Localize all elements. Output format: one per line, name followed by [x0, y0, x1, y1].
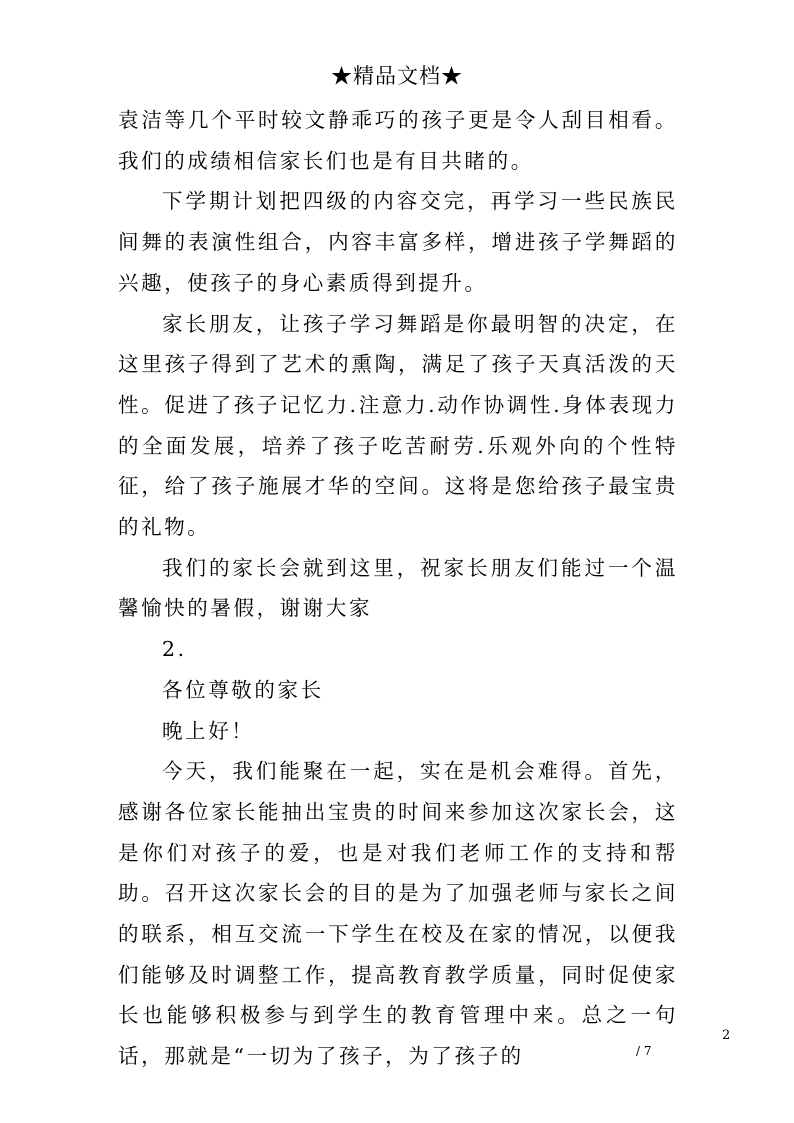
page-number: 2 — [722, 1028, 731, 1043]
page-header: ★精品文档★ — [331, 64, 463, 88]
section-number: 2. — [162, 637, 187, 662]
page-total: / 7 — [636, 1044, 652, 1058]
greeting: 晚上好！ — [162, 718, 255, 743]
paragraph: 袁洁等几个平时较文静乖巧的孩子更是令人刮目相看。我们的成绩相信家长们也是有目共睹的。 — [118, 108, 678, 173]
paragraph: 我们的家长会就到这里，祝家长朋友们能过一个温馨愉快的暑假，谢谢大家 — [118, 555, 678, 621]
document-body — [118, 100, 678, 1077]
paragraph: 下学期计划把四级的内容交完，再学习一些民族民间舞的表演性组合，内容丰富多样，增进孩子学舞蹈的兴趣，使孩子的身心素质得到提升。 — [118, 189, 678, 295]
salutation: 各位尊敬的家长 — [162, 677, 324, 702]
paragraph: 家长朋友，让孩子学习舞蹈是你最明智的决定，在这里孩子得到了艺术的熏陶，满足了孩子天真活泼的天性。促进了孩子记忆力.注意力.动作协调性.身体表现力的全面发展，培养了孩子吃苦耐劳.乐观外向的个性特征，给了孩子施展才华的空间。这将是您给孩子最宝贵的礼物。 — [118, 311, 678, 540]
paragraph: 今天，我们能聚在一起，实在是机会难得。首先，感谢各位家长能抽出宝贵的时间来参加这次家长会，这是你们对孩子的爱，也是对我们老师工作的支持和帮助。召开这次家长会的目的是为了加强老师与家长之间的联系，相互交流一下学生在校及在家的情况，以便我们能够及时调整工作，提高教育教学质量，同时促使家长也能够积极参与到学生的教育管理中来。总之一句话，那就是“一切为了孩子，为了孩子的 — [118, 759, 678, 1069]
